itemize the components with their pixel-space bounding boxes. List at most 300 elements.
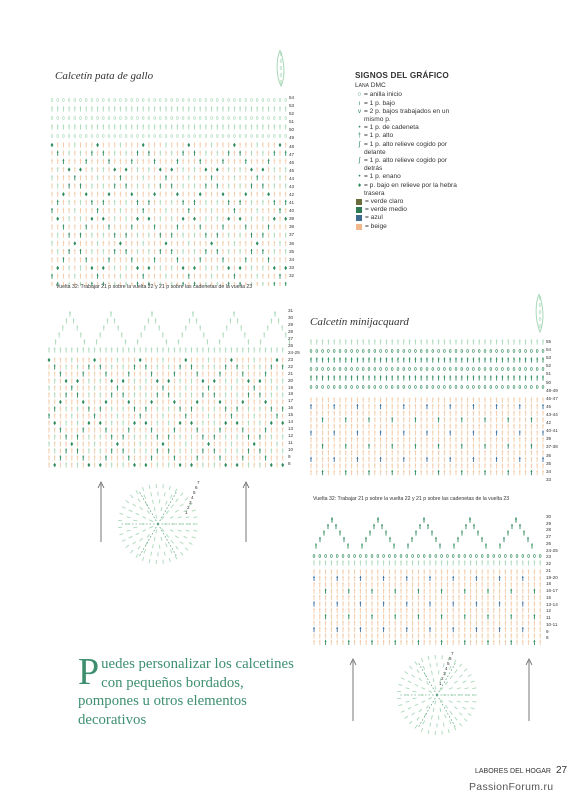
stitch-diamond xyxy=(193,217,196,221)
chain-stitch xyxy=(182,99,184,102)
chain-stitch xyxy=(426,368,428,371)
stitch-diamond xyxy=(108,192,111,196)
circle-stitch xyxy=(423,666,425,670)
chain-stitch xyxy=(374,350,376,353)
chain-stitch xyxy=(154,99,156,102)
stitch-diamond xyxy=(99,421,102,425)
chain-stitch xyxy=(502,350,504,353)
legend-symbol-icon: • xyxy=(358,173,361,181)
legend-swatch-item xyxy=(355,206,465,214)
legend-swatch-text: = verde medio xyxy=(365,206,407,214)
row-number: 39 xyxy=(289,216,295,222)
chain-stitch xyxy=(478,350,480,353)
chain-stitch xyxy=(461,368,463,371)
legend-yarn: Lana DMC xyxy=(355,82,386,90)
chain-stitch xyxy=(102,99,104,102)
stitch-diamond xyxy=(136,217,139,221)
stitch-diamond xyxy=(281,421,284,425)
circle-stitch xyxy=(431,715,432,719)
chain-stitch xyxy=(234,135,236,138)
circle-stitch xyxy=(171,505,173,508)
stitch-diamond xyxy=(51,143,54,147)
circle-spoke xyxy=(139,524,158,557)
chain-stitch xyxy=(137,135,139,138)
circle-stitch xyxy=(166,534,168,537)
circle-stitch xyxy=(431,671,432,675)
circle-stitch xyxy=(401,678,405,680)
row-number: 52 xyxy=(289,111,295,117)
circle-stitch xyxy=(171,540,173,543)
chain-stitch xyxy=(528,555,530,558)
row-number: 28 xyxy=(546,527,552,533)
circle-stitch xyxy=(163,484,164,488)
stitch-diamond xyxy=(184,358,187,362)
stitch-diamond xyxy=(76,379,79,383)
circle-spoke xyxy=(437,695,456,728)
circle-stitch xyxy=(180,493,182,496)
circle-stitch xyxy=(170,530,174,532)
legend-item xyxy=(355,91,465,99)
crochet-chart-top-1 xyxy=(45,306,290,471)
row-number: 42 xyxy=(546,420,552,426)
chain-stitch xyxy=(279,99,281,102)
stitch-diamond xyxy=(227,217,230,221)
chain-stitch xyxy=(188,99,190,102)
chain-stitch xyxy=(432,386,434,389)
crochet-center-circle-2 xyxy=(345,645,545,750)
circle-stitch xyxy=(126,545,129,547)
circle-stitch xyxy=(149,485,150,489)
page-footer xyxy=(475,765,567,776)
chart-legend xyxy=(355,72,465,231)
row-number: 13-14 xyxy=(546,601,558,607)
chain-stitch xyxy=(499,555,501,558)
chain-stitch xyxy=(148,99,150,102)
chain-stitch xyxy=(455,350,457,353)
chain-stitch xyxy=(273,117,275,120)
chain-stitch xyxy=(481,555,483,558)
circle-row-number: 2 xyxy=(441,676,444,681)
circle-stitch xyxy=(192,510,196,511)
chain-stitch xyxy=(365,555,367,558)
circle-stitch xyxy=(422,688,426,690)
chain-stitch xyxy=(464,555,466,558)
stitch-diamond xyxy=(199,192,202,196)
chain-stitch xyxy=(322,350,324,353)
row-number: 11 xyxy=(546,615,551,621)
stitch-diamond xyxy=(176,192,179,196)
chain-stitch xyxy=(268,117,270,120)
circle-stitch xyxy=(140,507,143,510)
chain-stitch xyxy=(542,350,544,353)
legend-swatch-item xyxy=(355,223,465,231)
chain-stitch xyxy=(322,368,324,371)
chain-stitch xyxy=(333,386,335,389)
circle-stitch xyxy=(421,728,423,732)
stitch-diamond xyxy=(219,400,222,404)
color-swatch xyxy=(356,199,362,205)
row-numbers-chart3 xyxy=(546,340,568,486)
chain-stitch xyxy=(148,117,150,120)
legend-text: = 1 p. enano xyxy=(364,173,401,181)
chain-stitch xyxy=(310,386,312,389)
circle-stitch xyxy=(178,530,182,531)
circle-stitch xyxy=(419,709,422,712)
chain-stitch xyxy=(536,350,538,353)
chain-stitch xyxy=(374,368,376,371)
circle-stitch xyxy=(164,552,165,556)
chain-stitch xyxy=(348,555,350,558)
circle-stitch xyxy=(170,550,172,554)
circle-stitch xyxy=(468,674,471,676)
chain-stitch xyxy=(383,555,385,558)
chain-stitch xyxy=(496,386,498,389)
stitch-diamond xyxy=(142,143,145,147)
chain-stitch xyxy=(51,99,53,102)
circle-stitch xyxy=(464,669,467,672)
chain-stitch xyxy=(490,368,492,371)
chain-stitch xyxy=(354,555,356,558)
chain-stitch xyxy=(536,386,538,389)
legend-item xyxy=(355,108,465,124)
row-number: 39 xyxy=(546,436,552,442)
row-number: 8 xyxy=(546,635,549,641)
circle-stitch xyxy=(421,658,423,662)
chain-stitch xyxy=(455,368,457,371)
chain-stitch xyxy=(531,350,533,353)
stitch-diamond xyxy=(96,143,99,147)
row-number: 54 xyxy=(546,347,552,353)
stitch-diamond xyxy=(130,192,133,196)
circle-stitch xyxy=(169,558,170,562)
stitch-diamond xyxy=(133,421,136,425)
chain-stitch xyxy=(177,135,179,138)
circle-stitch xyxy=(170,495,172,499)
chain-stitch xyxy=(490,386,492,389)
circle-stitch xyxy=(423,721,425,725)
stitch-diamond xyxy=(119,241,122,245)
circle-stitch xyxy=(459,664,461,667)
chain-stitch xyxy=(342,555,344,558)
chain-stitch xyxy=(403,350,405,353)
stitch-diamond xyxy=(276,358,279,362)
stitch-diamond xyxy=(224,421,227,425)
row-number: 40-41 xyxy=(546,428,558,434)
row-number: 21 xyxy=(546,567,552,573)
chain-stitch xyxy=(412,555,414,558)
row-number: 12 xyxy=(288,433,294,439)
chain-stitch xyxy=(522,555,524,558)
circle-stitch xyxy=(405,671,408,673)
chain-stitch xyxy=(51,117,53,120)
circle-stitch xyxy=(442,655,443,659)
chain-stitch xyxy=(137,117,139,120)
chain-stitch xyxy=(519,350,521,353)
circle-stitch xyxy=(154,507,155,511)
circle-row-number: 2 xyxy=(187,505,190,510)
chain-stitch xyxy=(420,350,422,353)
chain-stitch xyxy=(461,386,463,389)
row-number: 47 xyxy=(289,151,295,157)
legend-symbol-icon: ∫ xyxy=(358,157,361,165)
circle-stitch xyxy=(415,704,419,706)
row-number: 18 xyxy=(288,391,294,397)
chain-stitch xyxy=(57,99,59,102)
chain-stitch xyxy=(325,555,327,558)
circle-stitch xyxy=(175,536,178,538)
legend-text: = 2 p. bajos trabajados en un mismo p. xyxy=(364,107,450,124)
legend-text: = 1 p. alto relieve cogido por detrás xyxy=(364,157,448,173)
legend-text: = p. bajo en relieve por la hebra trasera xyxy=(364,181,457,197)
stitch-diamond xyxy=(233,143,236,147)
stitch-diamond xyxy=(73,241,76,245)
stitch-diamond xyxy=(53,463,56,467)
chain-stitch xyxy=(362,350,364,353)
row-number: 35 xyxy=(546,460,552,466)
stitch-diamond xyxy=(247,379,250,383)
chain-stitch xyxy=(280,60,282,63)
chain-stitch xyxy=(199,135,201,138)
circle-stitch xyxy=(401,711,405,713)
circle-stitch xyxy=(443,723,444,727)
legend-symbol-icon: • xyxy=(358,124,361,132)
legend-item xyxy=(355,141,465,157)
stitch-diamond xyxy=(213,379,216,383)
chain-stitch xyxy=(507,368,509,371)
circle-stitch xyxy=(463,681,467,683)
chain-stitch xyxy=(519,368,521,371)
circle-row-number: 5 xyxy=(193,490,196,495)
legend-item xyxy=(355,124,465,132)
crochet-chart-minijacquard xyxy=(305,290,550,490)
circle-row-number: 4 xyxy=(445,666,448,671)
chain-stitch xyxy=(80,135,82,138)
chain-stitch xyxy=(394,555,396,558)
chain-stitch xyxy=(262,117,264,120)
chain-stitch xyxy=(120,117,122,120)
chain-stitch xyxy=(476,555,478,558)
row-numbers-chart4 xyxy=(546,515,570,643)
legend-item xyxy=(355,132,465,140)
stitch-diamond xyxy=(182,266,185,270)
stitch-diamond xyxy=(207,442,210,446)
circle-stitch xyxy=(440,708,441,712)
chain-stitch xyxy=(142,117,144,120)
stitch-diamond xyxy=(156,379,159,383)
chain-stitch xyxy=(368,350,370,353)
chain-stitch xyxy=(333,368,335,371)
chain-stitch xyxy=(339,386,341,389)
circle-stitch xyxy=(463,707,467,709)
stitch-diamond xyxy=(65,379,68,383)
circle-stitch xyxy=(408,707,412,709)
stitch-diamond xyxy=(270,463,273,467)
chain-stitch xyxy=(484,368,486,371)
row-number: 33 xyxy=(546,476,552,482)
stitch-diamond xyxy=(279,143,282,147)
stitch-diamond xyxy=(148,266,151,270)
circle-stitch xyxy=(178,517,182,518)
quote-text: uedes personalizar los calcetines con pequeños bordados, pompones u otros elementos decorativos xyxy=(78,656,294,728)
stitch-diamond xyxy=(227,266,230,270)
chain-stitch xyxy=(171,135,173,138)
row-number: 55 xyxy=(546,339,552,344)
circle-stitch xyxy=(133,504,136,506)
chain-stitch xyxy=(397,350,399,353)
chain-stitch xyxy=(357,386,359,389)
chain-stitch xyxy=(496,350,498,353)
chain-stitch xyxy=(386,350,388,353)
chain-stitch xyxy=(409,350,411,353)
circle-stitch xyxy=(442,731,443,735)
circle-row-number: 1 xyxy=(185,510,188,515)
circle-stitch xyxy=(143,530,147,532)
chain-stitch xyxy=(505,555,507,558)
legend-swatch-text: = azul xyxy=(365,214,383,222)
circle-row-number: 3 xyxy=(443,671,446,676)
chain-stitch xyxy=(165,99,167,102)
circle-stitch xyxy=(445,705,447,708)
chain-stitch xyxy=(368,386,370,389)
chain-stitch xyxy=(513,386,515,389)
chain-stitch xyxy=(452,555,454,558)
stitch-diamond xyxy=(59,400,62,404)
legend-symbol-icon: ○ xyxy=(357,91,362,99)
chain-stitch xyxy=(177,99,179,102)
chain-stitch xyxy=(473,386,475,389)
circle-stitch xyxy=(133,542,136,544)
chain-stitch xyxy=(239,117,241,120)
chain-stitch xyxy=(319,555,321,558)
chain-stitch xyxy=(403,368,405,371)
chain-stitch xyxy=(539,318,541,321)
chain-stitch xyxy=(91,117,93,120)
circle-stitch xyxy=(459,675,462,677)
row-number: 31 xyxy=(288,308,294,313)
circle-stitch xyxy=(147,534,149,537)
chain-stitch xyxy=(409,368,411,371)
row-number: 49 xyxy=(289,135,295,141)
chain-stitch xyxy=(502,386,504,389)
row-number: 20 xyxy=(288,377,294,383)
chain-stitch xyxy=(280,67,282,70)
circle-row-number: 1 xyxy=(439,681,442,686)
stitch-diamond xyxy=(85,192,88,196)
chart-title-minijacquard: Calcetín minijacquard xyxy=(310,316,409,328)
chain-stitch xyxy=(333,350,335,353)
chain-stitch xyxy=(478,386,480,389)
circle-stitch xyxy=(130,550,133,553)
circle-stitch xyxy=(430,663,431,667)
circle-stitch xyxy=(149,520,153,522)
stitch-diamond xyxy=(56,266,59,270)
chain-stitch xyxy=(63,135,65,138)
chart-title-pata-de-gallo: Calcetín pata de gallo xyxy=(55,70,154,82)
stitch-diamond xyxy=(88,421,91,425)
chain-stitch xyxy=(444,368,446,371)
stitch-diamond xyxy=(222,192,225,196)
circle-stitch xyxy=(175,556,177,560)
chain-stitch xyxy=(234,117,236,120)
row-number: 24-25 xyxy=(288,349,300,355)
row-number: 45 xyxy=(546,403,552,409)
row-number: 42 xyxy=(289,192,295,198)
chain-stitch xyxy=(397,368,399,371)
chain-stitch xyxy=(339,368,341,371)
row-number: 23 xyxy=(546,554,552,560)
chain-stitch xyxy=(362,386,364,389)
circle-stitch xyxy=(450,711,452,714)
row-number: 29 xyxy=(288,321,294,327)
circle-stitch xyxy=(147,511,149,514)
chart3-caption: Vuelta 32: Trabajar 21 p sobre la vuelta 22 y 21 p sobre las cadenetas de la vuelta 23 xyxy=(313,496,510,502)
chain-stitch xyxy=(256,117,258,120)
chain-stitch xyxy=(420,386,422,389)
row-number: 26 xyxy=(546,540,552,546)
stitch-diamond xyxy=(284,266,287,270)
stitch-diamond xyxy=(182,217,185,221)
circle-stitch xyxy=(180,504,183,506)
chain-stitch xyxy=(102,135,104,138)
stitch-diamond xyxy=(205,167,208,171)
chain-stitch xyxy=(194,117,196,120)
row-number: 17 xyxy=(288,398,294,404)
circle-stitch xyxy=(130,495,133,498)
chain-stitch xyxy=(539,325,541,328)
circle-stitch xyxy=(457,688,461,689)
chain-stitch xyxy=(68,117,70,120)
chain-stitch xyxy=(97,99,99,102)
chain-stitch xyxy=(120,135,122,138)
circle-stitch xyxy=(136,554,138,557)
circle-stitch xyxy=(412,713,415,715)
circle-stitch xyxy=(152,500,153,504)
stitch-diamond xyxy=(113,167,116,171)
chain-stitch xyxy=(63,99,65,102)
circle-stitch xyxy=(151,552,152,556)
circle-stitch xyxy=(133,527,137,528)
row-number: 28 xyxy=(288,328,294,334)
chain-stitch xyxy=(423,555,425,558)
stitch-diamond xyxy=(105,400,108,404)
chain-stitch xyxy=(222,135,224,138)
circle-stitch xyxy=(166,501,167,505)
chain-stitch xyxy=(159,117,161,120)
chain-stitch xyxy=(205,117,207,120)
stitch-diamond xyxy=(239,217,242,221)
circle-stitch xyxy=(449,666,451,670)
chain-stitch xyxy=(273,135,275,138)
chain-stitch xyxy=(165,135,167,138)
stitch-diamond xyxy=(162,442,165,446)
row-number: 51 xyxy=(546,371,552,377)
circle-stitch xyxy=(435,686,436,690)
circle-stitch xyxy=(433,678,434,682)
chain-stitch xyxy=(245,117,247,120)
chain-stitch xyxy=(380,350,382,353)
stitch-diamond xyxy=(253,442,256,446)
chain-stitch xyxy=(473,368,475,371)
chain-stitch xyxy=(377,555,379,558)
row-number: 50 xyxy=(289,127,295,133)
chain-stitch xyxy=(57,135,59,138)
stitch-diamond xyxy=(82,400,85,404)
chain-stitch xyxy=(285,99,287,102)
chain-stitch xyxy=(165,117,167,120)
stitch-diamond xyxy=(187,143,190,147)
circle-stitch xyxy=(455,717,457,720)
chain-stitch xyxy=(125,117,127,120)
